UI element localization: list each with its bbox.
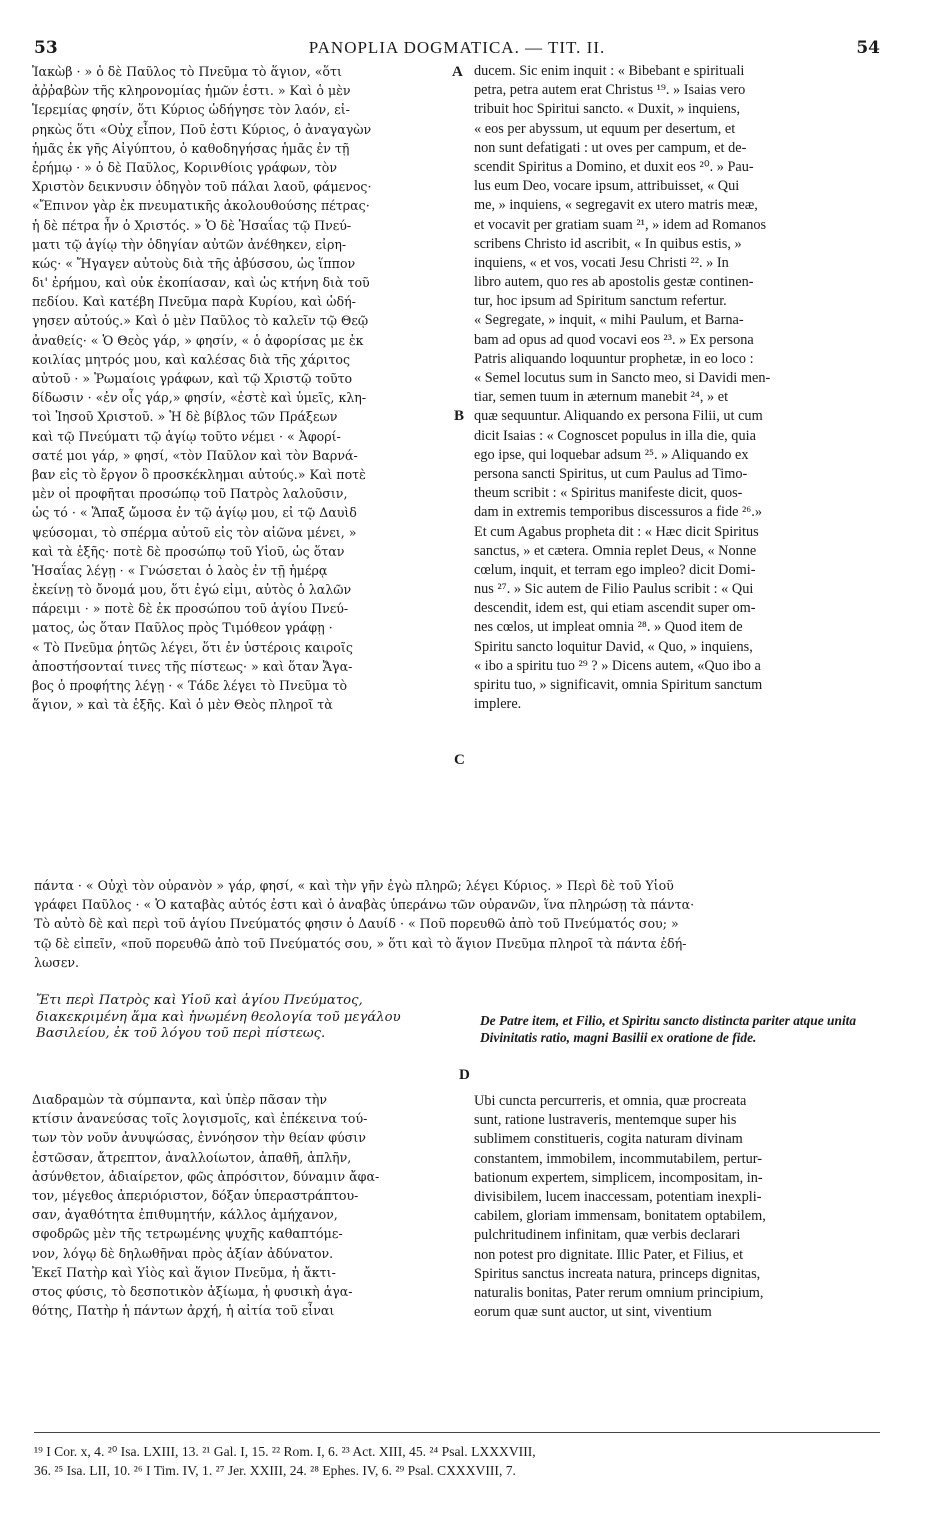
margin-marker-b: B [454,408,465,424]
greek-text-line: Ἐκεῖ Πατὴρ καὶ Υἱὸς καὶ ἅγιον Πνεῦμα, ἡ ἄκτι- [32,1264,336,1280]
latin-text-line: « ibo a spiritu tuo ²⁹ ? » Dicens autem, «Quo ibo a [474,657,761,674]
greek-text-line: ἅγιον, » καὶ τὰ ἑξῆς. Καὶ ὁ μὲν Θεὸς πληροῖ τὰ [32,697,333,713]
footnote-line: ¹⁹ I Cor. x, 4. ²⁰ Isa. LXIII, 13. ²¹ Gal. I, 15. ²² Rom. I, 6. ²³ Act. XIII, 45. ²⁴ Psal. LXXXVIII, [34,1444,536,1459]
latin-text-line: implere. [474,696,522,713]
greek-text-line: ἐκείνῃ τὸ ὄνομά μου, ὅτι ἐγώ εἰμι, αὐτὸς ὁ λαλῶν [32,582,352,598]
greek-text-line: κοιλίας μητρός μου, καὶ καλέσας διὰ τῆς χάριτος [32,351,351,367]
latin-text-line: Ubi cuncta percurreris, et omnia, quæ procreata [474,1093,747,1109]
latin-text-line: scribens Christo id ascribit, « In quibus estis, » [474,235,742,252]
greek-text-line: «Ἔπινον γὰρ ἐκ πνευματικῆς ἀκολουθούσης πέτρας· [32,198,370,214]
latin-text-line: divisibilem, lucem inaccessam, potentiam inexpli- [474,1188,762,1205]
latin-text-line: Spiritus sanctus increata natura, princeps dignitas, [474,1265,761,1282]
greek-text-line: των τὸν νοῦν ἀνυψώσας, ἐννόησον τὴν θείαν φύσιν [32,1130,366,1146]
greek-text-line: ἐρήμῳ · » ὁ δὲ Παῦλος, Κορινθίοις γράφων, τὸν [32,159,338,175]
greek-text-line: πάρειμι · » ποτὲ δὲ ἐκ προσώπου τοῦ ἁγίου Πνεύ- [32,601,349,617]
latin-text-line: sunt, ratione lustraveris, mentemque super his [474,1112,737,1129]
latin-text-line: nes cœlos, ut impleat omnia ²⁸. » Quod item de [474,619,743,636]
latin-text-line: descendit, idem est, qui etiam ascendit super om- [474,600,756,617]
greek-text-line: σφοδρῶς μὲν τῆς τετρωμένης ψυχῆς καθαπτόμε- [32,1226,343,1242]
latin-text-line: pulchritudinem infinitam, quæ verbis declarari [474,1227,741,1244]
greek-text-line: ματος, ὡς ὅταν Παῦλος πρὸς Τιμόθεον γράφῃ · [32,620,333,636]
greek-text-line: νον, λόγῳ δὲ δηλωθῆναι πρὸς ἀξίαν ἀδύνατον. [32,1245,334,1261]
latin-text-line: petra, petra autem erat Christus ¹⁹. » Isaias vero [474,82,746,99]
latin-column [474,62,884,714]
greek-text-line: καὶ τῷ Πνεύματι τῷ ἁγίῳ τοῦτο νέμει · « Ἀφορί- [32,428,341,444]
greek-text-line: Διαδραμὼν τὰ σύμπαντα, καὶ ὑπὲρ πᾶσαν τὴν [32,1092,328,1107]
greek-text-line: δίδωσιν · «ἐν οἷς γάρ,» φησίν, «ἐστὲ καὶ ὑμεῖς, κλη- [32,390,367,406]
greek-text-line: βαν εἰς τὸ ἔργον ὃ προσκέκλημαι αὐτούς.» Καὶ ποτὲ [32,466,366,482]
greek-text-line: πεδίου. Καὶ κατέβη Πνεῦμα παρὰ Κυρίου, καὶ ὡδή- [32,294,356,310]
left-page-number: 53 [34,38,58,58]
full-width-text-line: τῷ δὲ εἰπεῖν, «ποῦ πορευθῶ ἀπὸ τοῦ Πνεύματός σου, » ὅτι καὶ τὸ ἅγιον Πνεῦμα πληροῖ τὰ πάντα ἐδή- [34,935,687,951]
latin-text-line: « Semel locutus sum in Sancto meo, si Davidi men- [474,370,771,386]
greek-text-line: ὡς τό · « Ἅπαξ ὤμοσα ἐν τῷ ἁγίῳ μου, εἰ τῷ Δαυὶδ [32,505,357,521]
latin-text-line: Et cum Agabus propheta dit : « Hæc dicit Spiritus [474,523,759,540]
latin-text-line: naturalis bonitas, Pater rerum omnium principium, [474,1284,764,1301]
latin-text-line: inquiens, « et vos, vocati Jesu Christi ²². » In [474,254,729,271]
latin-column-section-2 [474,1092,884,1322]
latin-text-line: cabilem, gloriam immensam, bonitatem optabilem, [474,1208,766,1225]
greek-text-line: ρηκὼς ὅτι «Οὐχ εἶπον, Ποῦ ἐστι Κύριος, ὁ ἀναγαγὼν [32,121,372,137]
greek-text-line: ψεύσομαι, τὸ σπέρμα αὐτοῦ εἰς τὸν αἰῶνα μένει, » [32,524,357,540]
latin-text-line: Spiritu sancto loquitur David, « Quo, » inquiens, [474,638,753,655]
greek-text-line: Ἰακὼβ · » ὁ δὲ Παῦλος τὸ Πνεῦμα τὸ ἅγιον, «ὅτι [32,64,342,79]
greek-text-line: Ἡσαΐας λέγῃ · « Γνώσεται ὁ λαὸς ἐν τῇ ἡμέρᾳ [32,562,328,578]
latin-text-line: tiar, semen tuum in æternum manebit ²⁴, » et [474,389,729,406]
greek-text-line: σαν, ἀγαθότητα ἐπιθυμητήν, κάλλος ἀμήχανον, [32,1207,338,1223]
greek-text-line: Ἱερεμίας φησίν, ὅτι Κύριος ὡδήγησε τὸν λαόν, εἰ- [32,102,350,118]
latin-text-line: tur, hoc ipsum ad Spiritum sanctum refertur. [474,293,727,310]
running-title: PANOPLIA DOGMATICA. — TIT. II. [308,38,606,57]
latin-text-line: spiritu tuo, » significavit, omnia Spiritum sanctum [474,677,763,693]
full-width-text-line: πάντα · « Οὐχὶ τὸν οὐρανὸν » γάρ, φησί, « καὶ τὴν γῆν ἐγὼ πληρῶ; λέγει Κύριος. » Περὶ δὲ τοῦ Υἱοῦ [34,878,674,893]
latin-text-line: eorum quæ sunt auctor, ut sint, viventium [474,1304,712,1321]
greek-text-line: γησεν αὐτούς.» Καὶ ὁ μὲν Παῦλος τὸ καλεῖν τῷ Θεῷ [32,313,369,329]
latin-text-line: dam in extremis temporibus discessuros a fide ²⁶.» [474,504,763,521]
section-heading-greek: Ἔτι περὶ Πατρὸς καὶ Υἱοῦ καὶ ἁγίου Πνεύματος, διακεκριμένη ἅμα καὶ ἡνωμένη θεολογία τοῦ μεγάλου Βασιλείου, ἐκ τοῦ λόγου τοῦ περὶ πίστεως. [36,993,401,1041]
greek-text-line: ἀῤῥαβὼν τῆς κληρονομίας ἡμῶν ἐστι. » Καὶ ὁ μὲν [32,83,351,99]
latin-text-line: constantem, immobilem, incommutabilem, pertur- [474,1150,762,1167]
latin-text-line: persona sancti Spiritus, ut cum Paulus ad Timo- [474,465,748,482]
greek-text-line: κτίσιν ἀνανεύσας τοῖς λογισμοῖς, καὶ ἐπέκεινα τού- [32,1111,368,1127]
latin-text-line: Patris aliquando loquuntur prophetæ, in eo loco : [474,350,754,367]
full-width-text-line: λωσεν. [34,954,80,970]
latin-text-line: bationum expertem, simplicem, incompositam, in- [474,1169,763,1186]
greek-text-line: ἡ δὲ πέτρα ἦν ὁ Χριστός. » Ὁ δὲ Ἡσαΐας τῷ Πνεύ- [32,217,352,233]
greek-text-line: ἑστῶσαν, ἄτρεπτον, ἀναλλοίωτον, ἀπαθῆ, ἁπλῆν, [32,1149,352,1165]
latin-text-line: dicit Isaias : « Cognoscet populus in illa die, quia [474,427,756,444]
full-width-text-line: γράφει Παῦλος · « Ὁ καταβὰς αὐτός ἐστι καὶ ὁ ἀναβὰς ὑπεράνω τῶν οὐρανῶν, ἵνα πληρώσῃ τὰ πάντα· [34,897,695,913]
footnote-line: 36. ²⁵ Isa. LII, 10. ²⁶ I Tim. IV, 1. ²⁷ Jer. XXIII, 24. ²⁸ Ephes. IV, 6. ²⁹ Psal. CXXXVIII, 7. [34,1463,516,1479]
latin-text-line: et vocavit per gratiam suam ²¹, » idem ad Romanos [474,216,767,233]
greek-text-line: θότης, Πατὴρ ἡ πάντων ἀρχή, ἡ αἰτία τοῦ εἶναι [32,1303,335,1319]
latin-text-line: me, » inquiens, « segregavit ex utero matris meæ, [474,197,758,214]
latin-text-line: sublimem constitueris, cogita naturam divinam [474,1131,743,1148]
latin-text-line: bam ad opus ad quod vocavi eos ²³. » Ex persona [474,331,754,348]
latin-text-line: « Segregate, » inquit, « mihi Paulum, et Barna- [474,312,744,329]
greek-text-line: στος φύσις, τὸ δεσποτικὸν ἀξίωμα, ἡ φυσικὴ ἀγα- [32,1283,353,1299]
greek-text-line: μὲν οἱ προφῆται προσώπῳ τοῦ Πατρὸς λαλοῦσιν, [32,486,348,502]
greek-text-line: κώς· « Ἤγαγεν αὐτοὺς διὰ τῆς ἀβύσσου, ὡς ἵππον [32,255,356,271]
greek-text-line: καὶ τὰ ἑξῆς· ποτὲ δὲ προσώπῳ τοῦ Υἱοῦ, ὡς ὅταν [32,543,345,559]
latin-text-line: libro autem, quo res ab apostolis gestæ continen- [474,274,754,291]
greek-column-section-2 [32,1090,457,1320]
greek-text-line: σατέ μοι γάρ, » φησί, «τὸν Παῦλον καὶ τὸν Βαρνά- [32,447,358,463]
latin-text-line: nus ²⁷. » Sic autem de Filio Paulus scribit : « Qui [474,581,754,598]
greek-text-line: τοὶ Ἰησοῦ Χριστοῦ. » Ἡ δὲ βίβλος τῶν Πράξεων [32,409,338,425]
greek-text-line: ἀναθείς· « Ὁ Θεὸς γάρ, » φησίν, « ὁ ἀφορίσας με ἐκ [32,332,364,348]
greek-text-line: ἡμᾶς ἐκ γῆς Αἰγύπτου, ὁ καθοδηγήσας ἡμᾶς ἐν τῇ [32,140,350,156]
latin-text-line: non potest pro dignitate. Illic Pater, et Filius, et [474,1246,744,1263]
latin-text-line: ego ipse, qui loquebar adsum ²⁵. » Aliquando ex [474,446,749,463]
greek-text-line: ἀποστήσονταί τινες τῆς πίστεως· » καὶ ὅταν Ἄγα- [32,658,353,674]
right-page-number: 54 [856,38,880,58]
latin-text-line: cœlum, inquit, et terram ego impleo? dicit Domi- [474,561,756,578]
margin-marker-d: D [459,1067,470,1083]
latin-text-line: sanctus, » et cætera. Omnia replet Deus, « Nonne [474,542,757,559]
latin-text-line: scendit Spiritus a Domino, et duxit eos ²⁰. » Pau- [474,158,754,175]
full-width-text-line: Τὸ αὐτὸ δὲ καὶ περὶ τοῦ ἁγίου Πνεύματός φησιν ὁ Δαυίδ · « Ποῦ πορευθῶ ἀπὸ τοῦ Πνεύματός σου; » [34,916,679,932]
greek-text-line: δι' ἐρήμου, καὶ οὐκ ἐκοπίασαν, καὶ ὡς κτήνη διὰ τοῦ [32,275,370,291]
latin-text-line: « eos per abyssum, ut equum per desertum, et [474,120,736,137]
greek-text-line: ἀσύνθετον, ἀδιαίρετον, φῶς ἀπρόσιτον, δύναμιν ἄφα- [32,1168,380,1184]
greek-text-line: τον, μέγεθος ἀπεριόριστον, δόξαν ὑπεραστράπτου- [32,1187,359,1203]
greek-column [32,62,457,714]
greek-text-line: Χριστὸν δεικνυσιν ὁδηγὸν τοῦ πάλαι λαοῦ, φάμενος· [32,179,372,195]
greek-text-line: βος ὁ προφήτης λέγῃ · « Τάδε λέγει τὸ Πνεῦμα τὸ [32,678,348,693]
latin-text-line: quæ sequuntur. Aliquando ex persona Filii, ut cum [474,408,763,425]
section-heading-latin: De Patre item, et Filio, et Spiritu sancto distincta pariter atque unita Divinitatis ratio, magni Basilii ex oratione de fide. [480,1013,857,1045]
footnotes [34,1442,880,1480]
latin-text-line: non sunt defatigati : ut oves per campum, et de- [474,139,747,156]
latin-text-line: tribuit hoc Spiritui sancto. « Duxit, » inquiens, [474,101,741,118]
footnote-rule [34,1432,880,1433]
latin-text-line: lus eum Deo, vocare ipsum, attribuisset, « Qui [474,178,740,195]
latin-text-line: ducem. Sic enim inquit : « Bibebant e spirituali [474,63,745,79]
greek-text-line: αὐτοῦ · » Ῥωμαίοις γράφων, καὶ τῷ Χριστῷ τοῦτο [32,371,353,386]
margin-marker-c: C [454,752,465,768]
margin-marker-a: A [452,64,463,80]
greek-text-line: « Τὸ Πνεῦμα ῥητῶς λέγει, ὅτι ἐν ὑστέροις καιροῖς [32,639,353,655]
latin-text-line: theum scribit : « Spiritus manifeste dicit, quos- [474,485,743,502]
full-width-paragraph [34,876,880,972]
greek-text-line: ματι τῷ ἁγίῳ τὴν ὁδηγίαν αὐτῶν ἀνέθηκεν, εἰρη- [32,236,347,252]
